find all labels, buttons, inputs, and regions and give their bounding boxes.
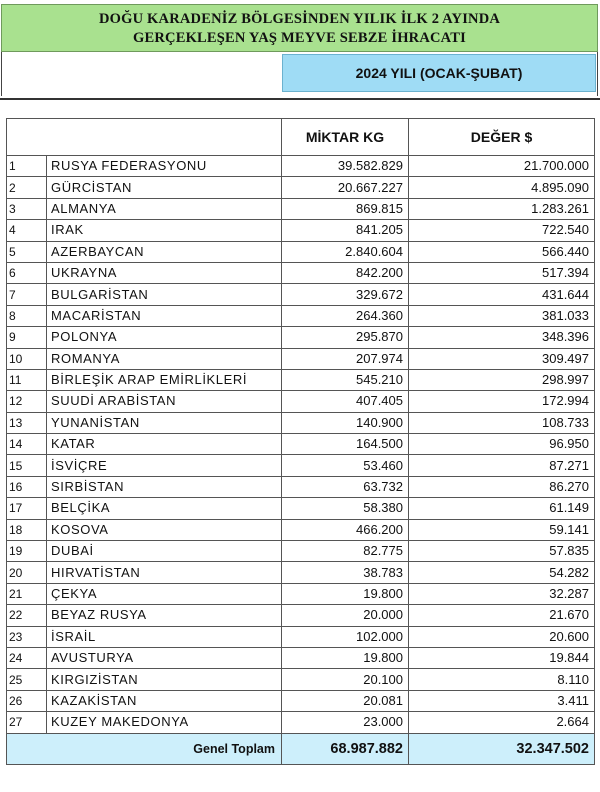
quantity-kg: 329.672 bbox=[282, 284, 409, 305]
value-usd: 309.497 bbox=[409, 348, 595, 369]
period-row bbox=[1, 52, 598, 96]
country-name: ÇEKYA bbox=[47, 583, 282, 604]
quantity-kg: 53.460 bbox=[282, 455, 409, 476]
row-number: 6 bbox=[7, 262, 47, 283]
quantity-kg: 841.205 bbox=[282, 220, 409, 241]
total-label: Genel Toplam bbox=[7, 733, 282, 764]
country-name: İSRAİL bbox=[47, 626, 282, 647]
country-name: BELÇİKA bbox=[47, 498, 282, 519]
value-usd: 32.287 bbox=[409, 583, 595, 604]
period-label: 2024 YILI (OCAK-ŞUBAT) bbox=[282, 54, 596, 92]
row-number: 26 bbox=[7, 690, 47, 711]
value-usd: 3.411 bbox=[409, 690, 595, 711]
table-row bbox=[7, 647, 595, 668]
country-name: POLONYA bbox=[47, 327, 282, 348]
table-row bbox=[7, 391, 595, 412]
export-table bbox=[6, 118, 595, 765]
quantity-kg: 295.870 bbox=[282, 327, 409, 348]
row-number: 20 bbox=[7, 562, 47, 583]
quantity-kg: 23.000 bbox=[282, 712, 409, 733]
quantity-kg: 38.783 bbox=[282, 562, 409, 583]
quantity-kg: 20.000 bbox=[282, 605, 409, 626]
country-name: AVUSTURYA bbox=[47, 647, 282, 668]
table-row bbox=[7, 690, 595, 711]
row-number: 27 bbox=[7, 712, 47, 733]
table-row bbox=[7, 434, 595, 455]
row-number: 8 bbox=[7, 305, 47, 326]
country-name: ALMANYA bbox=[47, 198, 282, 219]
row-number: 19 bbox=[7, 541, 47, 562]
table-row bbox=[7, 455, 595, 476]
country-name: KOSOVA bbox=[47, 519, 282, 540]
row-number: 3 bbox=[7, 198, 47, 219]
value-usd: 61.149 bbox=[409, 498, 595, 519]
quantity-kg: 207.974 bbox=[282, 348, 409, 369]
table-row bbox=[7, 156, 595, 177]
quantity-kg: 58.380 bbox=[282, 498, 409, 519]
country-name: BULGARİSTAN bbox=[47, 284, 282, 305]
quantity-kg: 407.405 bbox=[282, 391, 409, 412]
value-usd: 21.670 bbox=[409, 605, 595, 626]
row-number: 17 bbox=[7, 498, 47, 519]
country-name: KUZEY MAKEDONYA bbox=[47, 712, 282, 733]
table-row bbox=[7, 177, 595, 198]
table-row bbox=[7, 262, 595, 283]
quantity-kg: 20.081 bbox=[282, 690, 409, 711]
table-row bbox=[7, 412, 595, 433]
country-name: BİRLEŞİK ARAP EMİRLİKLERİ bbox=[47, 369, 282, 390]
table-row bbox=[7, 241, 595, 262]
row-number: 12 bbox=[7, 391, 47, 412]
value-usd: 86.270 bbox=[409, 476, 595, 497]
header-quantity: MİKTAR KG bbox=[282, 119, 409, 156]
report-title-line-1: DOĞU KARADENİZ BÖLGESİNDEN YILIK İLK 2 AYINDA bbox=[98, 11, 501, 27]
quantity-kg: 20.100 bbox=[282, 669, 409, 690]
table-row bbox=[7, 348, 595, 369]
report-title-box bbox=[1, 4, 598, 52]
value-usd: 20.600 bbox=[409, 626, 595, 647]
table-row bbox=[7, 669, 595, 690]
quantity-kg: 20.667.227 bbox=[282, 177, 409, 198]
country-name: IRAK bbox=[47, 220, 282, 241]
row-number: 4 bbox=[7, 220, 47, 241]
value-usd: 108.733 bbox=[409, 412, 595, 433]
value-usd: 57.835 bbox=[409, 541, 595, 562]
country-name: KIRGIZİSTAN bbox=[47, 669, 282, 690]
country-name: YUNANİSTAN bbox=[47, 412, 282, 433]
export-table-wrapper bbox=[6, 118, 594, 765]
table-row bbox=[7, 583, 595, 604]
row-number: 1 bbox=[7, 156, 47, 177]
row-number: 23 bbox=[7, 626, 47, 647]
value-usd: 431.644 bbox=[409, 284, 595, 305]
country-name: UKRAYNA bbox=[47, 262, 282, 283]
quantity-kg: 869.815 bbox=[282, 198, 409, 219]
country-name: SIRBİSTAN bbox=[47, 476, 282, 497]
row-number: 2 bbox=[7, 177, 47, 198]
quantity-kg: 102.000 bbox=[282, 626, 409, 647]
quantity-kg: 164.500 bbox=[282, 434, 409, 455]
row-number: 5 bbox=[7, 241, 47, 262]
quantity-kg: 140.900 bbox=[282, 412, 409, 433]
row-number: 16 bbox=[7, 476, 47, 497]
table-row bbox=[7, 541, 595, 562]
row-number: 21 bbox=[7, 583, 47, 604]
table-row bbox=[7, 284, 595, 305]
report-title-line-2: GERÇEKLEŞEN YAŞ MEYVE SEBZE İHRACATI bbox=[133, 30, 466, 46]
value-usd: 348.396 bbox=[409, 327, 595, 348]
quantity-kg: 842.200 bbox=[282, 262, 409, 283]
table-row bbox=[7, 519, 595, 540]
country-name: DUBAİ bbox=[47, 541, 282, 562]
quantity-kg: 39.582.829 bbox=[282, 156, 409, 177]
table-row bbox=[7, 305, 595, 326]
quantity-kg: 545.210 bbox=[282, 369, 409, 390]
table-row bbox=[7, 327, 595, 348]
total-row bbox=[7, 733, 595, 764]
table-row bbox=[7, 626, 595, 647]
row-number: 15 bbox=[7, 455, 47, 476]
value-usd: 517.394 bbox=[409, 262, 595, 283]
quantity-kg: 466.200 bbox=[282, 519, 409, 540]
row-number: 14 bbox=[7, 434, 47, 455]
total-value: 32.347.502 bbox=[409, 733, 595, 764]
row-number: 7 bbox=[7, 284, 47, 305]
table-row bbox=[7, 198, 595, 219]
table-row bbox=[7, 220, 595, 241]
header-country bbox=[7, 119, 282, 156]
value-usd: 172.994 bbox=[409, 391, 595, 412]
header-value: DEĞER $ bbox=[409, 119, 595, 156]
section-divider bbox=[0, 98, 600, 100]
country-name: MACARİSTAN bbox=[47, 305, 282, 326]
quantity-kg: 63.732 bbox=[282, 476, 409, 497]
table-row bbox=[7, 369, 595, 390]
country-name: BEYAZ RUSYA bbox=[47, 605, 282, 626]
row-number: 24 bbox=[7, 647, 47, 668]
row-number: 10 bbox=[7, 348, 47, 369]
country-name: SUUDİ ARABİSTAN bbox=[47, 391, 282, 412]
value-usd: 566.440 bbox=[409, 241, 595, 262]
quantity-kg: 264.360 bbox=[282, 305, 409, 326]
table-row bbox=[7, 605, 595, 626]
row-number: 11 bbox=[7, 369, 47, 390]
quantity-kg: 19.800 bbox=[282, 583, 409, 604]
value-usd: 298.997 bbox=[409, 369, 595, 390]
quantity-kg: 19.800 bbox=[282, 647, 409, 668]
country-name: KAZAKİSTAN bbox=[47, 690, 282, 711]
row-number: 9 bbox=[7, 327, 47, 348]
table-row bbox=[7, 562, 595, 583]
total-quantity: 68.987.882 bbox=[282, 733, 409, 764]
value-usd: 59.141 bbox=[409, 519, 595, 540]
value-usd: 96.950 bbox=[409, 434, 595, 455]
value-usd: 87.271 bbox=[409, 455, 595, 476]
value-usd: 4.895.090 bbox=[409, 177, 595, 198]
country-name: AZERBAYCAN bbox=[47, 241, 282, 262]
country-name: İSVİÇRE bbox=[47, 455, 282, 476]
country-name: HIRVATİSTAN bbox=[47, 562, 282, 583]
table-body bbox=[7, 156, 595, 734]
value-usd: 2.664 bbox=[409, 712, 595, 733]
quantity-kg: 2.840.604 bbox=[282, 241, 409, 262]
country-name: KATAR bbox=[47, 434, 282, 455]
value-usd: 722.540 bbox=[409, 220, 595, 241]
value-usd: 19.844 bbox=[409, 647, 595, 668]
row-number: 18 bbox=[7, 519, 47, 540]
table-row bbox=[7, 712, 595, 733]
country-name: RUSYA FEDERASYONU bbox=[47, 156, 282, 177]
table-row bbox=[7, 498, 595, 519]
country-name: GÜRCİSTAN bbox=[47, 177, 282, 198]
country-name: ROMANYA bbox=[47, 348, 282, 369]
value-usd: 381.033 bbox=[409, 305, 595, 326]
quantity-kg: 82.775 bbox=[282, 541, 409, 562]
value-usd: 21.700.000 bbox=[409, 156, 595, 177]
value-usd: 1.283.261 bbox=[409, 198, 595, 219]
value-usd: 54.282 bbox=[409, 562, 595, 583]
row-number: 22 bbox=[7, 605, 47, 626]
table-row bbox=[7, 476, 595, 497]
row-number: 25 bbox=[7, 669, 47, 690]
row-number: 13 bbox=[7, 412, 47, 433]
value-usd: 8.110 bbox=[409, 669, 595, 690]
table-header-row bbox=[7, 119, 595, 156]
